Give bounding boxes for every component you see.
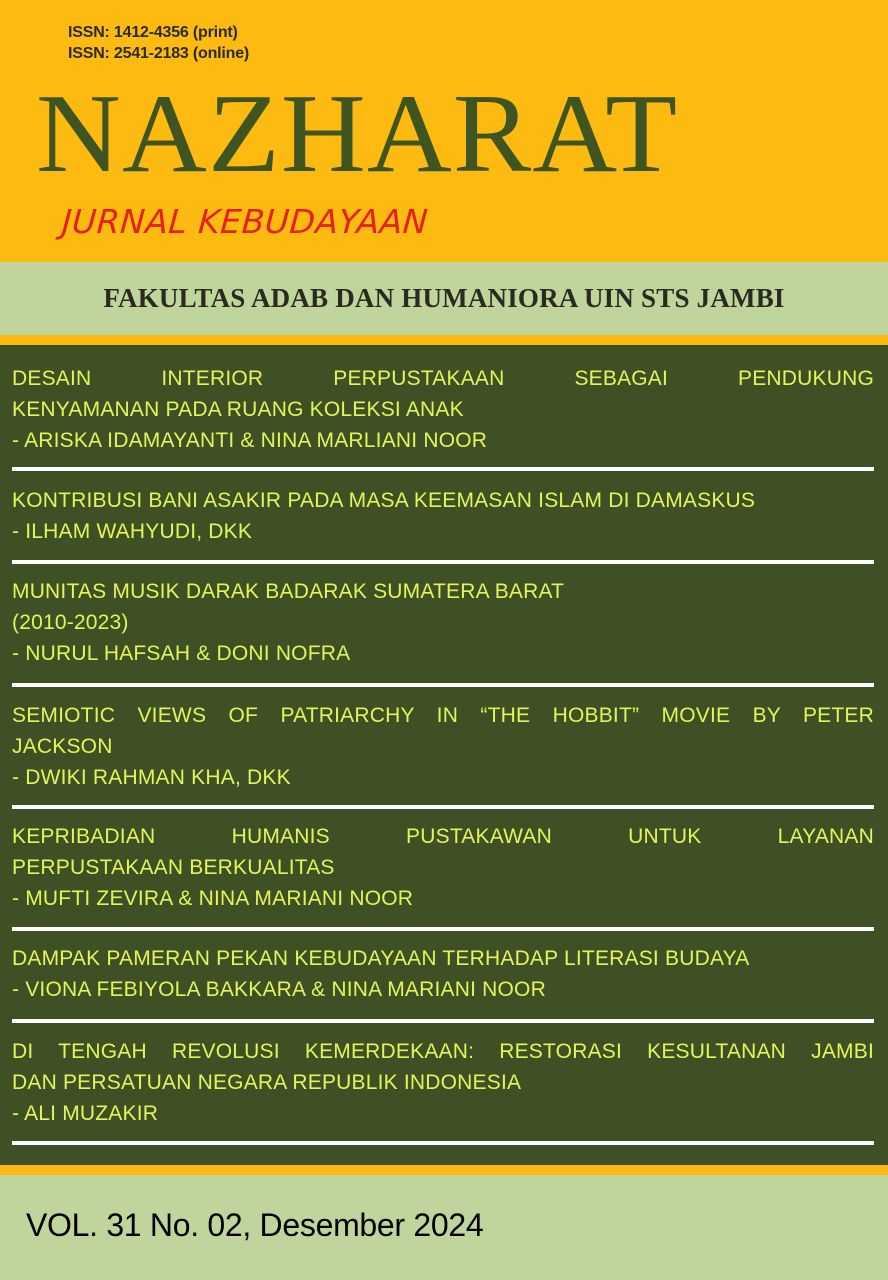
article-authors: - ALI MUZAKIR bbox=[12, 1102, 159, 1125]
article-item bbox=[12, 576, 874, 669]
article-item bbox=[12, 363, 874, 456]
volume-info: VOL. 31 No. 02, Desember 2024 bbox=[26, 1207, 484, 1243]
article-authors: - DWIKI RAHMAN KHA, DKK bbox=[12, 766, 291, 789]
divider-rule bbox=[12, 1019, 874, 1023]
divider-rule bbox=[12, 683, 874, 687]
article-authors: - VIONA FEBIYOLA BAKKARA & NINA MARIANI NOOR bbox=[12, 978, 546, 1001]
article-title-line: KONTRIBUSI BANI ASAKIR PADA MASA KEEMASAN ISLAM DI DAMASKUS bbox=[12, 489, 756, 512]
article-title-line: KEPRIBADIAN HUMANIS PUSTAKAWAN UNTUK LAYANAN bbox=[12, 825, 874, 848]
article-authors: - MUFTI ZEVIRA & NINA MARIANI NOOR bbox=[12, 887, 414, 910]
divider-rule bbox=[12, 927, 874, 931]
faculty-name: FAKULTAS ADAB DAN HUMANIORA UIN STS JAMBI bbox=[103, 283, 785, 313]
cover-header bbox=[0, 0, 888, 262]
article-item bbox=[12, 700, 874, 793]
divider-stripe-bottom bbox=[0, 1165, 888, 1175]
article-title-line: DI TENGAH REVOLUSI KEMERDEKAAN: RESTORASI KESULTANAN JAMBI bbox=[12, 1040, 874, 1063]
article-title-line: PERPUSTAKAAN BERKUALITAS bbox=[12, 856, 335, 879]
article-title-line: DESAIN INTERIOR PERPUSTAKAAN SEBAGAI PENDUKUNG bbox=[12, 367, 874, 390]
article-title-line: (2010-2023) bbox=[12, 611, 129, 634]
issn-print: ISSN: 1412-4356 (print) bbox=[68, 24, 238, 41]
article-item bbox=[12, 943, 874, 1005]
article-authors: - ARISKA IDAMAYANTI & NINA MARLIANI NOOR bbox=[12, 429, 488, 452]
journal-title: NAZHARAT bbox=[36, 72, 679, 196]
divider-rule bbox=[12, 560, 874, 564]
divider-rule bbox=[12, 467, 874, 471]
article-title-line: KENYAMANAN PADA RUANG KOLEKSI ANAK bbox=[12, 398, 464, 421]
article-item bbox=[12, 1036, 874, 1129]
article-authors: - ILHAM WAHYUDI, DKK bbox=[12, 520, 253, 543]
article-title-line: SEMIOTIC VIEWS OF PATRIARCHY IN “THE HOBBIT” MOVIE BY PETER bbox=[12, 704, 874, 727]
article-title-line: MUNITAS MUSIK DARAK BADARAK SUMATERA BARAT bbox=[12, 580, 565, 603]
divider-rule bbox=[12, 805, 874, 809]
divider-rule bbox=[12, 1141, 874, 1145]
article-title-line: DAN PERSATUAN NEGARA REPUBLIK INDONESIA bbox=[12, 1071, 522, 1094]
divider-stripe-top bbox=[0, 335, 888, 345]
article-item bbox=[12, 485, 874, 547]
article-title-line: DAMPAK PAMERAN PEKAN KEBUDAYAAN TERHADAP LITERASI BUDAYA bbox=[12, 947, 750, 970]
issn-online: ISSN: 2541-2183 (online) bbox=[68, 45, 250, 62]
article-title-line: JACKSON bbox=[12, 735, 113, 758]
article-authors: - NURUL HAFSAH & DONI NOFRA bbox=[12, 642, 351, 665]
journal-subtitle: JURNAL KEBUDAYAAN bbox=[60, 202, 430, 241]
article-item bbox=[12, 821, 874, 914]
